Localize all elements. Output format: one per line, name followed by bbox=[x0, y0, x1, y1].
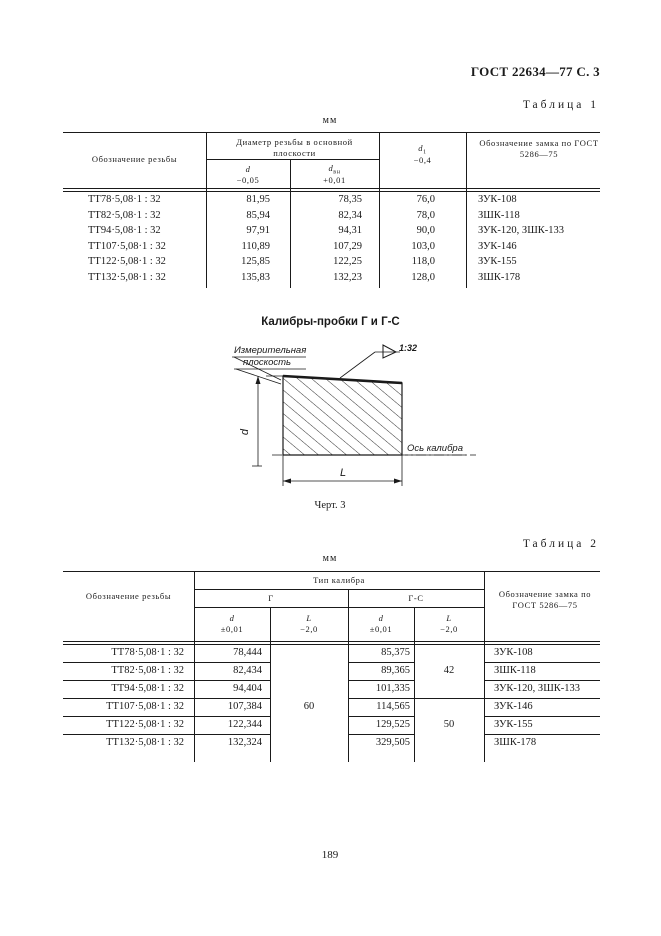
table2-row-rule bbox=[484, 698, 600, 699]
table2-row-rule bbox=[348, 662, 414, 663]
page-number: 189 bbox=[321, 849, 339, 861]
table2-header-g-d: d bbox=[229, 613, 235, 623]
document-header: ГОСТ 22634—77 С. 3 bbox=[470, 64, 600, 79]
table1-header-dvn: $d_{вн}$ bbox=[328, 163, 341, 176]
label-L: L bbox=[340, 467, 347, 479]
table2-row-rule bbox=[348, 716, 414, 717]
taper-leader bbox=[340, 352, 375, 378]
table2-subgroup-rule bbox=[194, 607, 484, 608]
table1-cell-d: 97,91 bbox=[246, 225, 270, 236]
table1-cell-thread: ТТ132·5,08·1 : 32 bbox=[88, 272, 166, 283]
table2-row-rule bbox=[484, 716, 600, 717]
table2-cell-thread: ТТ122·5,08·1 : 32 bbox=[106, 719, 184, 730]
table2-header-thread: Обозначение резьбы bbox=[85, 591, 172, 601]
table2-header-type-group: Тип калибра bbox=[313, 575, 365, 585]
label-d: d bbox=[239, 428, 252, 436]
table2-cell-d-g: 132,324 bbox=[227, 737, 262, 748]
table2-cell-L-gs-1: 42 bbox=[443, 665, 455, 676]
table2-row-rule bbox=[63, 680, 270, 681]
table2-cell-lock: ЗУК-155 bbox=[494, 719, 533, 730]
table2-header-rule bbox=[63, 641, 600, 642]
table2-cell-thread: ТТ94·5,08·1 : 32 bbox=[111, 683, 184, 694]
table2-group-separator bbox=[414, 698, 484, 699]
table2-top-rule bbox=[63, 571, 600, 572]
table2-cell-L-g: 60 bbox=[303, 701, 315, 712]
L-arrow-left bbox=[283, 479, 291, 484]
table1-cell-d1: 76,0 bbox=[416, 194, 435, 205]
table1-caption: Таблица 1 bbox=[522, 99, 599, 111]
table1-cell-thread: ТТ122·5,08·1 : 32 bbox=[88, 256, 166, 267]
table1-unit: мм bbox=[322, 115, 338, 126]
table1-cell-thread: ТТ78·5,08·1 : 32 bbox=[88, 194, 161, 205]
table2-cell-d-g: 122,344 bbox=[227, 719, 262, 730]
table1-header-rule-double bbox=[63, 191, 600, 192]
table1-cell-d: 110,89 bbox=[241, 241, 270, 252]
table1-cell-d1: 118,0 bbox=[411, 256, 435, 267]
table2-header-gs-d: d bbox=[378, 613, 384, 623]
table2-header-g: Г bbox=[268, 593, 274, 603]
table1-header-d1-tol: −0,4 bbox=[413, 155, 432, 165]
table1-cell-d1: 78,0 bbox=[416, 210, 435, 221]
table2-header-gs: Г-С bbox=[408, 593, 424, 603]
table2-cell-lock: ЗШК-118 bbox=[494, 665, 536, 676]
table1-cell-dvn: 78,35 bbox=[338, 194, 362, 205]
table2-cell-L-gs-2: 50 bbox=[443, 719, 455, 730]
table2-cell-thread: ТТ82·5,08·1 : 32 bbox=[111, 665, 184, 676]
table2-cell-d-g: 78,444 bbox=[233, 647, 262, 658]
table2-cell-thread: ТТ132·5,08·1 : 32 bbox=[106, 737, 184, 748]
table2-row-rule bbox=[63, 698, 270, 699]
figure-caption: Черт. 3 bbox=[314, 500, 346, 511]
table1-top-rule bbox=[63, 132, 600, 133]
table1-cell-d: 85,94 bbox=[246, 210, 270, 221]
table1-subheader-rule bbox=[206, 159, 379, 160]
table1-cell-thread: ТТ94·5,08·1 : 32 bbox=[88, 225, 161, 236]
table1-header-d1: $d_1$ bbox=[418, 143, 427, 156]
table2-cell-d-gs: 89,365 bbox=[381, 665, 410, 676]
taper-triangle-icon bbox=[383, 345, 396, 358]
table2-cell-d-g: 107,384 bbox=[227, 701, 262, 712]
table1-cell-d1: 128,0 bbox=[411, 272, 435, 283]
table1-header-dvn-tol: +0,01 bbox=[323, 175, 346, 185]
table1-col-divider bbox=[466, 132, 467, 288]
table2-row-rule bbox=[63, 734, 270, 735]
table2-cell-d-gs: 101,335 bbox=[375, 683, 410, 694]
table2-row-rule bbox=[484, 662, 600, 663]
table1-cell-dvn: 122,25 bbox=[333, 256, 362, 267]
table2-header-gs-d-tol: ±0,01 bbox=[369, 624, 393, 634]
table2-cell-lock: ЗУК-120, ЗШК-133 bbox=[494, 683, 581, 694]
table2-unit: мм bbox=[322, 553, 338, 564]
label-measuring-plane-2: плоскость bbox=[243, 357, 292, 368]
table1-cell-thread: ТТ82·5,08·1 : 32 bbox=[88, 210, 161, 221]
table2-row-rule bbox=[348, 680, 414, 681]
gauge-section-hatch bbox=[283, 376, 402, 455]
table2-cell-d-gs: 329,505 bbox=[375, 737, 410, 748]
table2-cell-lock: ЗУК-146 bbox=[494, 701, 533, 712]
table2-cell-thread: ТТ78·5,08·1 : 32 bbox=[111, 647, 184, 658]
label-gauge-axis: Ось калибра bbox=[407, 443, 463, 454]
table1-cell-lock: ЗШК-118 bbox=[478, 210, 520, 221]
table1-cell-dvn: 94,31 bbox=[338, 225, 362, 236]
table1-header-rule bbox=[63, 188, 600, 189]
table2-caption: Таблица 2 bbox=[522, 538, 599, 550]
table2-header-g-L-tol: −2,0 bbox=[300, 624, 318, 634]
table2-header-lock: Обозначение замка по ГОСТ 5286—75 bbox=[498, 589, 592, 610]
label-taper: 1:32 bbox=[399, 343, 418, 353]
table1-header-d: d bbox=[245, 164, 251, 174]
label-measuring-plane-1: Измерительная bbox=[234, 345, 307, 356]
table2-header-gs-L-tol: −2,0 bbox=[440, 624, 458, 634]
table1-cell-lock: ЗШК-178 bbox=[478, 272, 521, 283]
table1-header-diameter-group: Диаметр резьбы в основной плоскости bbox=[236, 137, 353, 158]
table1-cell-lock: ЗУК-120, ЗШК-133 bbox=[478, 225, 565, 236]
table2-cell-thread: ТТ107·5,08·1 : 32 bbox=[106, 701, 184, 712]
table1-cell-d: 125,85 bbox=[241, 256, 270, 267]
table1-cell-d: 81,95 bbox=[246, 194, 270, 205]
table2-cell-lock: ЗУК-108 bbox=[494, 647, 533, 658]
table2-header-gs-L: L bbox=[446, 613, 452, 623]
table1-cell-dvn: 132,23 bbox=[333, 272, 362, 283]
table2-row-rule bbox=[484, 734, 600, 735]
L-arrow-right bbox=[394, 479, 402, 484]
table1-cell-thread: ТТ107·5,08·1 : 32 bbox=[88, 241, 166, 252]
table1-cell-lock: ЗУК-155 bbox=[478, 256, 517, 267]
table2-cell-lock: ЗШК-178 bbox=[494, 737, 537, 748]
table2-cell-d-gs: 129,525 bbox=[375, 719, 410, 730]
table2-cell-d-g: 94,404 bbox=[233, 683, 262, 694]
table2-header-g-d-tol: ±0,01 bbox=[220, 624, 244, 634]
table2-row-rule bbox=[63, 716, 270, 717]
table2-cell-d-gs: 114,565 bbox=[376, 701, 410, 712]
table1-cell-dvn: 82,34 bbox=[338, 210, 362, 221]
table2-header-rule-double bbox=[63, 644, 600, 645]
table1-cell-dvn: 107,29 bbox=[333, 241, 362, 252]
table1-cell-d1: 103,0 bbox=[411, 241, 435, 252]
figure-title: Калибры-пробки Г и Г-С bbox=[261, 316, 400, 328]
table2-header-g-L: L bbox=[306, 613, 312, 623]
table2-cell-d-gs: 85,375 bbox=[381, 647, 410, 658]
table2-row-rule bbox=[484, 680, 600, 681]
table2-group-rule bbox=[194, 589, 484, 590]
table2-row-rule bbox=[348, 698, 414, 699]
table1-cell-lock: ЗУК-108 bbox=[478, 194, 517, 205]
table2-cell-d-g: 82,434 bbox=[233, 665, 262, 676]
table2-row-rule bbox=[63, 662, 270, 663]
table2-row-rule bbox=[348, 734, 414, 735]
table1-cell-d: 135,83 bbox=[241, 272, 270, 283]
table1-header-lock: Обозначение замка по ГОСТ 5286—75 bbox=[479, 138, 599, 159]
table1-header-d-tol: −0,05 bbox=[236, 175, 260, 185]
table1-cell-lock: ЗУК-146 bbox=[478, 241, 517, 252]
table1-cell-d1: 90,0 bbox=[416, 225, 435, 236]
table1-header-thread: Обозначение резьбы bbox=[91, 154, 178, 164]
